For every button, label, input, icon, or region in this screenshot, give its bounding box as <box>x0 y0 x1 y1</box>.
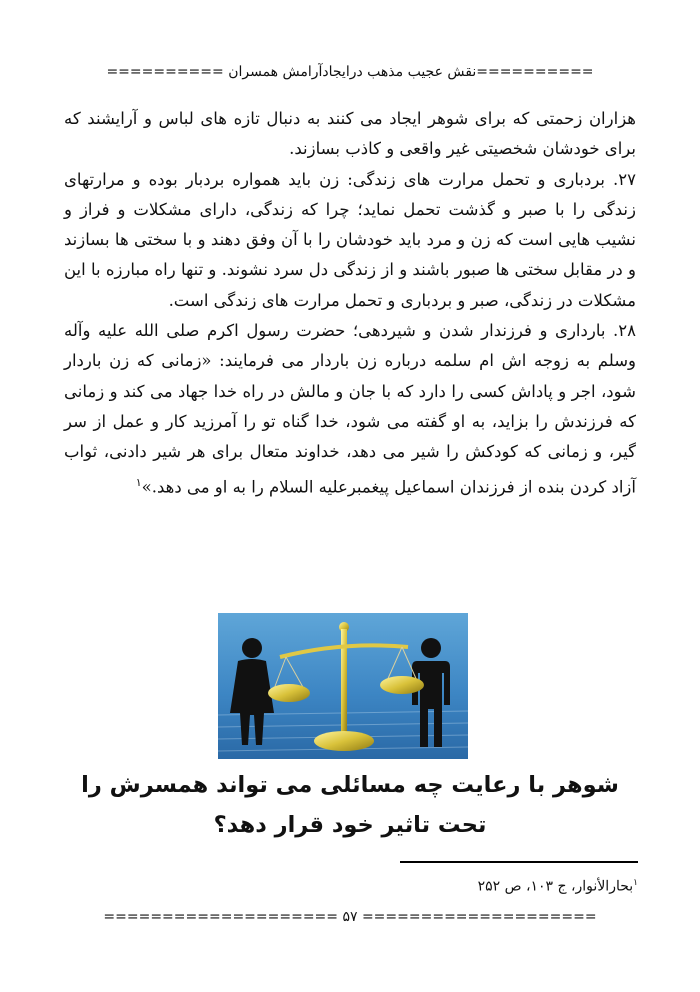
footnote-divider <box>400 861 638 863</box>
page-number-footer: ==================== ۵۷ ==================== <box>103 909 597 925</box>
paragraph-1: هزاران زحمتی که برای شوهر ایجاد می کنند به دنبال تازه های لباس و آرایشند که برای خودشان شخصیتی غیر واقعی و کاذب بسازند. <box>64 109 636 159</box>
footnote-reference: ۱ <box>135 475 142 489</box>
paragraph-27: ۲۷. بردباری و تحمل مرارت های زندگی: زن باید همواره بردبار بوده و مرارتهای زندگی را با صبر و گذشت تحمل نماید؛ چرا که زندگی، دارای مشکلات و فراز و نشیب هایی است که زن و مرد باید خودشان را با آن وفق دهند و با سختی ها بسازند و در مقابل سختی ها صبور باشند و از زندگی دل سرد نشوند. و تنها راه مبارزه با این مشکلات در زندگی، صبر و بردباری و تحمل مرارت های زندگی است. <box>64 169 636 310</box>
section-heading: شوهر با رعایت چه مسائلی می تواند همسرش را تحت تاثیر خود قرار دهد؟ <box>81 772 619 838</box>
paragraph-28-text: ۲۸. بارداری و فرزندار شدن و شیردهی؛ حضرت رسول اکرم صلی الله علیه وآله وسلم به زوجه اش ام سلمه درباره زن باردار می فرمایند: «زمانی که زن باردار شود، اجر و پاداش کسی را دارد که با جان و مالش در راه خدا جهاد می کند و زمانی که فرزندش را بزاید، به او گفته می شود، خدا گناه تو را آمرزید کار و عمل از سر گیر، و زمانی که کودکش را شیر می دهد، خداوند متعال برای هر شیر دادنی، ثواب آزاد کردن بنده از فرزندان اسماعیل پیغمبرعلیه السلام را به او می دهد.» <box>64 321 636 497</box>
body-text <box>64 104 636 502</box>
footnote-text: بحارالأنوار، ج ۱۰۳، ص ۲۵۲ <box>477 878 634 895</box>
running-header: ==========نقش عجیب مذهب درایجادآرامش همسران ========== <box>106 64 594 80</box>
scales-image <box>218 613 468 759</box>
scales-illustration <box>218 613 468 759</box>
paragraph-28 <box>64 316 636 502</box>
footnote-marker: ۱ <box>633 878 638 888</box>
footnote <box>300 878 638 895</box>
